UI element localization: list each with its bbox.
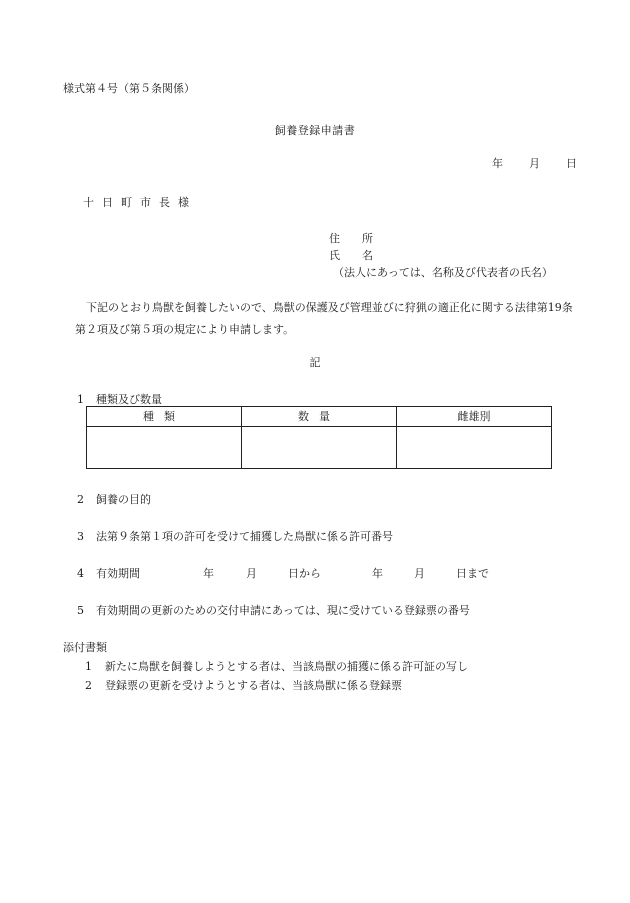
item-label: 種類及び数量 [96, 393, 162, 406]
item-number: 4 [77, 567, 84, 580]
item-species-quantity [77, 393, 162, 406]
period-to-day: 日まで [456, 567, 489, 580]
header-sex: 雌雄別 [397, 407, 552, 427]
addressee: 十日町市長様 [83, 196, 197, 209]
item-validity-period [77, 567, 140, 580]
item-permit-number [77, 530, 393, 543]
attachment-item [85, 660, 468, 673]
table-row [87, 427, 552, 469]
attachment-number: 2 [85, 679, 92, 692]
item-label: 飼養の目的 [96, 493, 151, 506]
item-label: 法第９条第１項の許可を受けて捕獲した鳥獣に係る許可番号 [96, 530, 393, 543]
header-quantity: 数量 [242, 407, 397, 427]
date-month: 月 [529, 157, 540, 170]
date-day: 日 [566, 157, 577, 170]
item-purpose [77, 493, 151, 506]
species-table [86, 406, 552, 469]
item-registration-number [77, 604, 470, 617]
attachment-text: 新たに鳥獣を飼養しようとする者は、当該鳥獣の捕獲に係る許可証の写し [105, 660, 468, 673]
item-label: 有効期間 [96, 567, 140, 580]
cell-sex[interactable] [397, 427, 552, 469]
period-from-day: 日から [288, 567, 321, 580]
cell-species[interactable] [87, 427, 242, 469]
form-number: 様式第４号（第５条関係） [63, 82, 195, 95]
attachment-item [85, 679, 402, 692]
corporate-note: （法人にあっては、名称及び代表者の氏名） [333, 266, 553, 279]
name-label: 氏 名 [329, 249, 373, 262]
period-from-month: 月 [246, 567, 257, 580]
attachments-title: 添付書類 [63, 641, 107, 654]
header-species: 種類 [87, 407, 242, 427]
period-from-year: 年 [203, 567, 214, 580]
cell-quantity[interactable] [242, 427, 397, 469]
date-line [492, 157, 577, 170]
item-number: 5 [77, 604, 84, 617]
item-number: 3 [77, 530, 84, 543]
address-label: 住 所 [329, 232, 373, 245]
date-year: 年 [492, 157, 503, 170]
item-number: 2 [77, 493, 84, 506]
intro-paragraph: 下記のとおり鳥獣を飼養したいので、鳥獣の保護及び管理並びに狩猟の適正化に関する法律第19条第２項及び第５項の規定により申請します。 [75, 301, 573, 336]
attachment-text: 登録票の更新を受けようとする者は、当該鳥獣に係る登録票 [105, 679, 402, 692]
page-title: 飼養登録申請書 [274, 124, 356, 137]
ki-heading: 記 [309, 356, 321, 369]
item-label: 有効期間の更新のための交付申請にあっては、現に受けている登録票の番号 [96, 604, 470, 617]
period-to-month: 月 [414, 567, 425, 580]
item-number: 1 [77, 393, 84, 406]
period-to-year: 年 [372, 567, 383, 580]
attachment-number: 1 [85, 660, 92, 673]
